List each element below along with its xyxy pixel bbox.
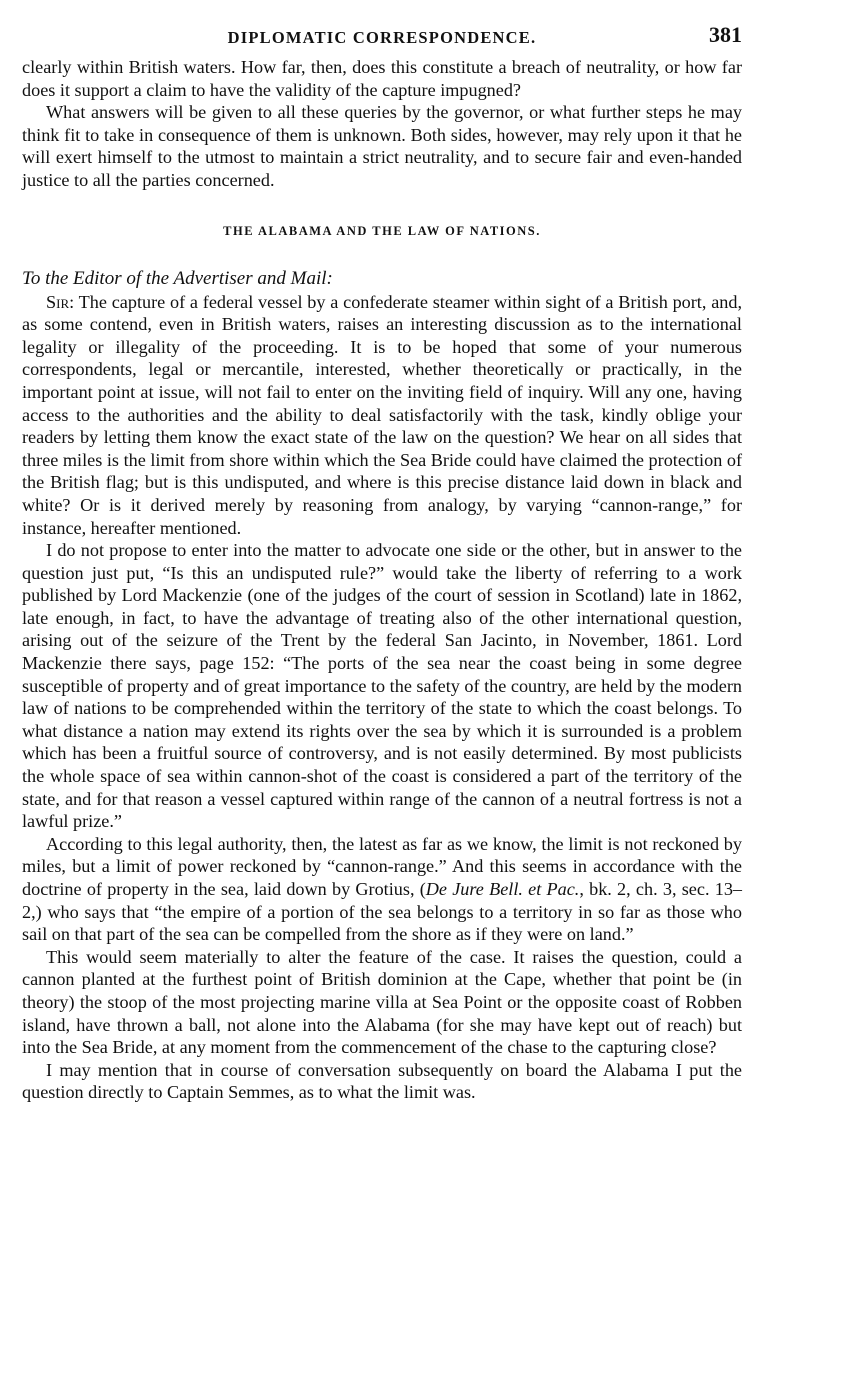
letter-paragraph-1-text: The capture of a federal vessel by a confederate steamer within sight of a British port, and, as some contend, even in British waters, raises an interesting discussion as to the international legality or illegality of the proceeding. It is to be hoped that some of your numerous correspondents, legal or mercantile, interested, whether theoretically or practically, in the important point at issue, will not fail to enter on the inviting field of inquiry. Will any one, having access to the authorities and the ability to deal satisfactorily with the task, kindly oblige your readers by letting them know the exact state of the law on the question? We hear on all sides that three miles is the limit from shore within which the Sea Bride could have claimed the protection of the British flag; but is this undisputed, and where is this precise distance laid down in black and white? Or is it derived merely by reasoning from analogy, by varying “cannon-range,” for instance, hereafter mentioned. xyxy=(22,291,743,538)
letter-paragraph-4: This would seem materially to alter the feature of the case. It raises the question, could a cannon planted at the furthest point of British dominion at the Cape, whether that point be (in theory) the stoop of the most projecting marine villa at Sea Point or the opposite coast of Robben island, have thrown a ball, not alone into the Alabama (for she may have kept out of reach) but into the Sea Bride, at any moment from the commencement of the chase to the capturing close? xyxy=(22,946,742,1058)
running-title: DIPLOMATIC CORRESPONDENCE. xyxy=(227,28,537,47)
section-heading: THE ALABAMA AND THE LAW OF NATIONS. xyxy=(223,223,541,238)
document-page xyxy=(22,22,742,1104)
paragraph-3-after: , bk. 2, ch. 3, sec. 13–2,) who says that “the empire of a portion of the sea belongs to a territory in so far as those who sail on that part of the sea can be compelled from the shore as if they were on land.” xyxy=(22,879,743,945)
citation-title: De Jure Bell. et Pac. xyxy=(425,879,580,899)
page-number: 381 xyxy=(709,22,742,47)
paragraph-3-before: According to this legal authority, then, the latest as far as we know, the limit is not reckoned by miles, but a limit of power reckoned by “cannon-range.” And this seems in accordance with the doctrine of property in the sea, laid down by Grotius, ( xyxy=(22,833,742,899)
letter-paragraph-5: I may mention that in course of conversation subsequently on board the Alabama I put the question directly to Captain Semmes, as to what the limit was. xyxy=(22,1059,742,1103)
letter-paragraph-1 xyxy=(22,291,742,540)
letter-paragraph-3 xyxy=(22,833,742,946)
letter-salutation: To the Editor of the Advertiser and Mail: xyxy=(22,267,333,289)
running-header xyxy=(22,22,742,56)
paragraph-continuation: clearly within British waters. How far, then, does this constitute a breach of neutrality, or how far does it support a claim to have the validity of the capture impugned? xyxy=(22,57,742,100)
letter-opening: Sir: xyxy=(46,291,75,312)
letter-paragraph-2: I do not propose to enter into the matter to advocate one side or the other, but in answer to the question just put, “Is this an undisputed rule?” would take the liberty of referring to a work published by Lord Mackenzie (one of the judges of the court of session in Scotland) late in 1862, late enough, in fact, to have the advantage of treating also of the other international question, arising out of the seizure of the Trent by the federal San Jacinto, in November, 1861. Lord Mackenzie there says, page 152: “The ports of the sea near the coast being in some degree susceptible of property and of great importance to the safety of the country, are held by the modern law of nations to be comprehended within the territory of the state to which the coast belongs. To what distance a nation may extend its rights over the sea by which it is surrounded is a problem which has been a fruitful source of controversy, and is not easily determined. By most publicists the whole space of sea within cannon-shot of the coast is considered a part of the territory of the state, and for that reason a vessel captured within range of the cannon of a neutral fortress is not a lawful prize.” xyxy=(22,540,743,832)
paragraph-governor: What answers will be given to all these queries by the governor, or what further steps he may think fit to take in consequence of them is unknown. Both sides, however, may rely upon it that he will exert himself to the utmost to maintain a strict neutrality, and to secure fair and even-handed justice to all the parties concerned. xyxy=(22,102,742,190)
